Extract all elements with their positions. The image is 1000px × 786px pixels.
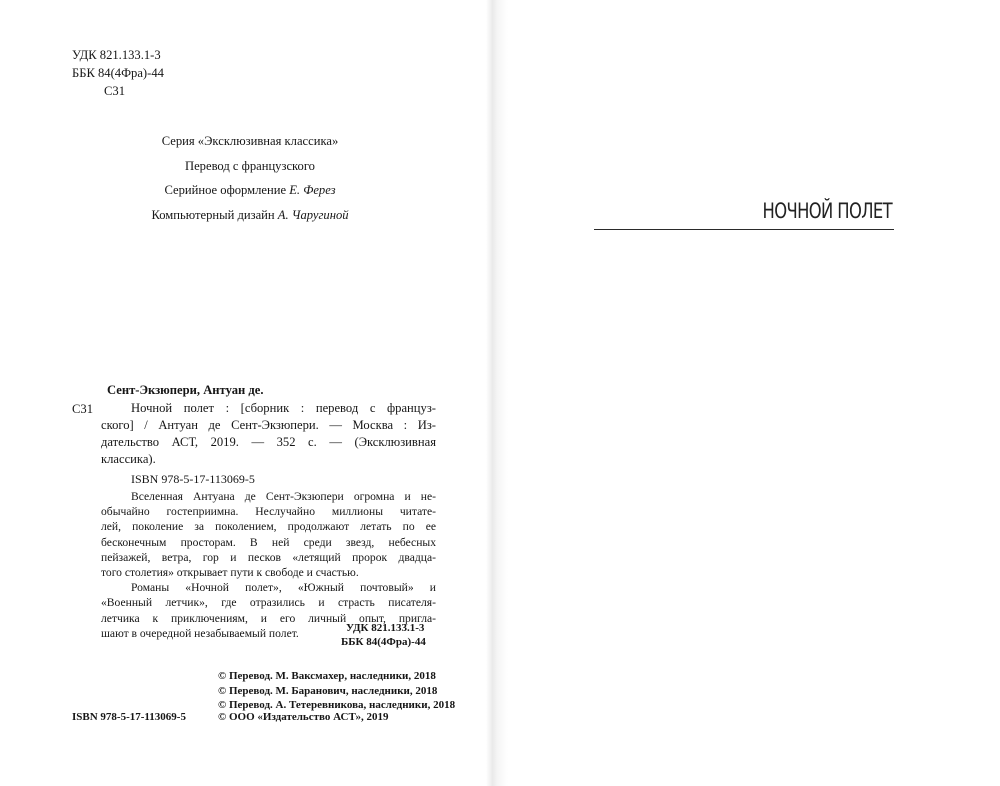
computer-design-name: А. Чаругиной xyxy=(277,207,349,222)
series-design-name: Е. Ферез xyxy=(289,183,336,197)
copyright-line: © Перевод. М. Ваксмахер, наследники, 2018 xyxy=(218,670,436,682)
computer-design-line xyxy=(100,206,400,231)
annotation-line: обычайно гостеприимна. Неслучайно миллионы читате- xyxy=(101,505,436,519)
annotation-line: того столетия» открывает пути к свободе и счастью. xyxy=(101,566,359,580)
translation-line: Перевод с французского xyxy=(185,158,315,173)
right-page xyxy=(492,0,1000,786)
copyright-line: © Перевод. М. Баранович, наследники, 2018 xyxy=(218,684,438,697)
catalog-author-heading: Сент-Экзюпери, Антуан де. xyxy=(107,383,264,397)
annotation-line: летчика к приключениям, и его личный опыт, пригла- xyxy=(101,611,436,625)
catalog-desc-line: классика). xyxy=(101,452,156,466)
annotation-line: Романы «Ночной полет», «Южный почтовый» и xyxy=(131,581,436,595)
annotation-line: пейзажей, ветра, гор и песков «летящий пророк двадца- xyxy=(101,550,436,564)
annotation-line: лей, поколение за поколением, продолжают летать по ее xyxy=(101,520,436,534)
series-design-line xyxy=(100,181,400,206)
catalog-desc-line: Ночной полет : [сборник : перевод с француз- xyxy=(131,401,436,415)
computer-design-label: Компьютерный дизайн xyxy=(151,207,278,222)
author-mark: С31 xyxy=(104,84,125,98)
annotation-line: шают в очередной незабываемый полет. xyxy=(101,626,299,640)
annotation-line: Вселенная Антуана де Сент-Экзюпери огромна и не- xyxy=(131,490,436,503)
copyright-line: © Перевод. А. Тетеревникова, наследники, 2018 xyxy=(218,699,456,711)
series-design-label: Серийное оформление xyxy=(164,183,290,197)
catalog-description xyxy=(101,400,436,468)
annotation-line: бесконечным просторам. В ней среди звезд, небесных xyxy=(101,535,436,549)
title-underline xyxy=(594,196,894,230)
annotation xyxy=(101,489,436,641)
catalog-mark: С31 xyxy=(72,402,93,416)
isbn-bottom: ISBN 978-5-17-113069-5 xyxy=(72,711,186,723)
copyright-line: © ООО «Издательство АСТ», 2019 xyxy=(218,711,389,723)
credits-block xyxy=(100,132,400,230)
catalog-desc-line: дательство АСТ, 2019. — 352 с. — (Эксклюзивная xyxy=(101,435,436,449)
udk-code: УДК 821.133.1-3 xyxy=(72,48,161,62)
left-page xyxy=(0,0,492,786)
annotation-line: «Военный летчик», где отразились и страсть писателя- xyxy=(101,596,436,610)
series-line: Серия «Эксклюзивная классика» xyxy=(161,134,339,148)
catalog-desc-line: ского] / Антуан де Сент-Экзюпери. — Москва : Из- xyxy=(101,418,436,432)
bbk-code: ББК 84(4Фра)-44 xyxy=(72,66,164,80)
bbk-code-bottom: ББК 84(4Фра)-44 xyxy=(341,636,426,648)
catalog-isbn: ISBN 978-5-17-113069-5 xyxy=(131,472,255,486)
udk-code-bottom: УДК 821.133.1-3 xyxy=(346,622,425,634)
book-title: НОЧНОЙ ПОЛЕТ xyxy=(762,199,892,223)
